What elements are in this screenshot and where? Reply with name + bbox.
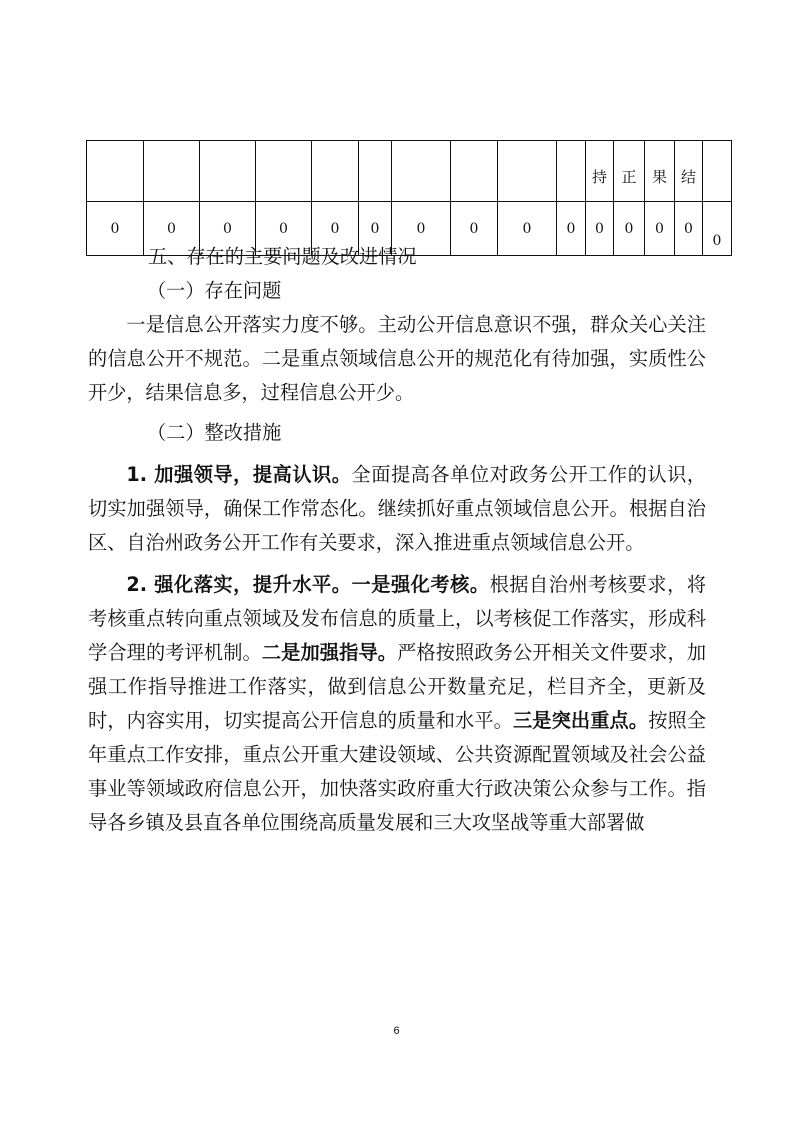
table-cell: 0 xyxy=(675,202,703,256)
table-cell xyxy=(703,141,732,202)
table-cell xyxy=(144,141,200,202)
subsection-heading: （一）存在问题 xyxy=(147,279,282,302)
item-subheading: 三是突出重点。 xyxy=(512,709,649,732)
item-text: 严格按照政务公开相关文件要求，加强工作指导推进工作落实，做到信息公开数量充足，栏目齐全，更新及时，内容实用，切实提高公开信息的质量和水平。 xyxy=(88,641,707,732)
table-cell xyxy=(451,141,498,202)
table-cell: 0 xyxy=(586,202,614,256)
paragraph xyxy=(88,568,706,840)
table-cell xyxy=(312,141,359,202)
table-cell: 0 xyxy=(614,202,645,256)
table-cell xyxy=(392,141,451,202)
page-number: 6 xyxy=(393,1025,400,1037)
table-cell: 0 xyxy=(498,202,557,256)
table-cell xyxy=(200,141,256,202)
table-cell: 0 xyxy=(451,202,498,256)
table-cell: 0 xyxy=(200,202,256,256)
table-header-cell: 正 xyxy=(614,141,645,202)
table-cell: 0 xyxy=(392,202,451,256)
item-subheading: 一是强化考核。 xyxy=(351,573,490,596)
table-cell xyxy=(498,141,557,202)
item-text: 按照全年重点工作安排，重点公开重大建设领域、公共资源配置领域及社会公益事业等领域政府信息公开，加快落实政府重大行政决策公众参与工作。指导各乡镇及县直各单位围绕高质量发展和三大攻坚战等重大部署做 xyxy=(88,709,707,834)
table-cell xyxy=(256,141,312,202)
table-cell: 0 xyxy=(256,202,312,256)
item-text: 根据自治州考核要求，将考核重点转向重点领域及发布信息的质量上，以考核促工作落实，形成科学合理的考评机制。 xyxy=(88,573,707,664)
table-cell xyxy=(87,141,144,202)
table-header-cell: 持 xyxy=(586,141,614,202)
item-text: 全面提高各单位对政务公开工作的认识，切实加强领导，确保工作常态化。继续抓好重点领域信息公开。根据自治区、自治州政务公开工作有关要求，深入推进重点领域信息公开。 xyxy=(88,463,707,554)
table-cell: 0 xyxy=(557,202,586,256)
paragraph xyxy=(88,458,706,560)
table-header-cell: 结 xyxy=(675,141,703,202)
table-cell: 0 xyxy=(645,202,675,256)
body-text xyxy=(88,240,706,840)
item-heading: 1. 加强领导，提高认识。 xyxy=(126,463,352,486)
table-header-cell: 果 xyxy=(645,141,675,202)
section-heading: 五、存在的主要问题及改进情况 xyxy=(148,245,417,268)
table-cell: 0 xyxy=(87,202,144,256)
table-cell: 0 xyxy=(144,202,200,256)
subsection-heading: （二）整改措施 xyxy=(147,421,282,444)
table-cell: 0 xyxy=(312,202,359,256)
item-heading: 2. 强化落实，提升水平。 xyxy=(126,573,352,596)
paragraph: 一是信息公开落实力度不够。主动公开信息意识不强，群众关心关注的信息公开不规范。二是重点领域信息公开的规范化有待加强，实质性公开少，结果信息多，过程信息公开少。 xyxy=(88,313,706,404)
item-subheading: 二是加强指导。 xyxy=(261,641,398,664)
table-cell xyxy=(557,141,586,202)
statistics-table-fragment xyxy=(86,140,732,256)
table-cell: 0 xyxy=(359,202,392,256)
table-cell: 0 xyxy=(703,202,732,256)
table-row xyxy=(87,141,732,202)
table-cell xyxy=(359,141,392,202)
